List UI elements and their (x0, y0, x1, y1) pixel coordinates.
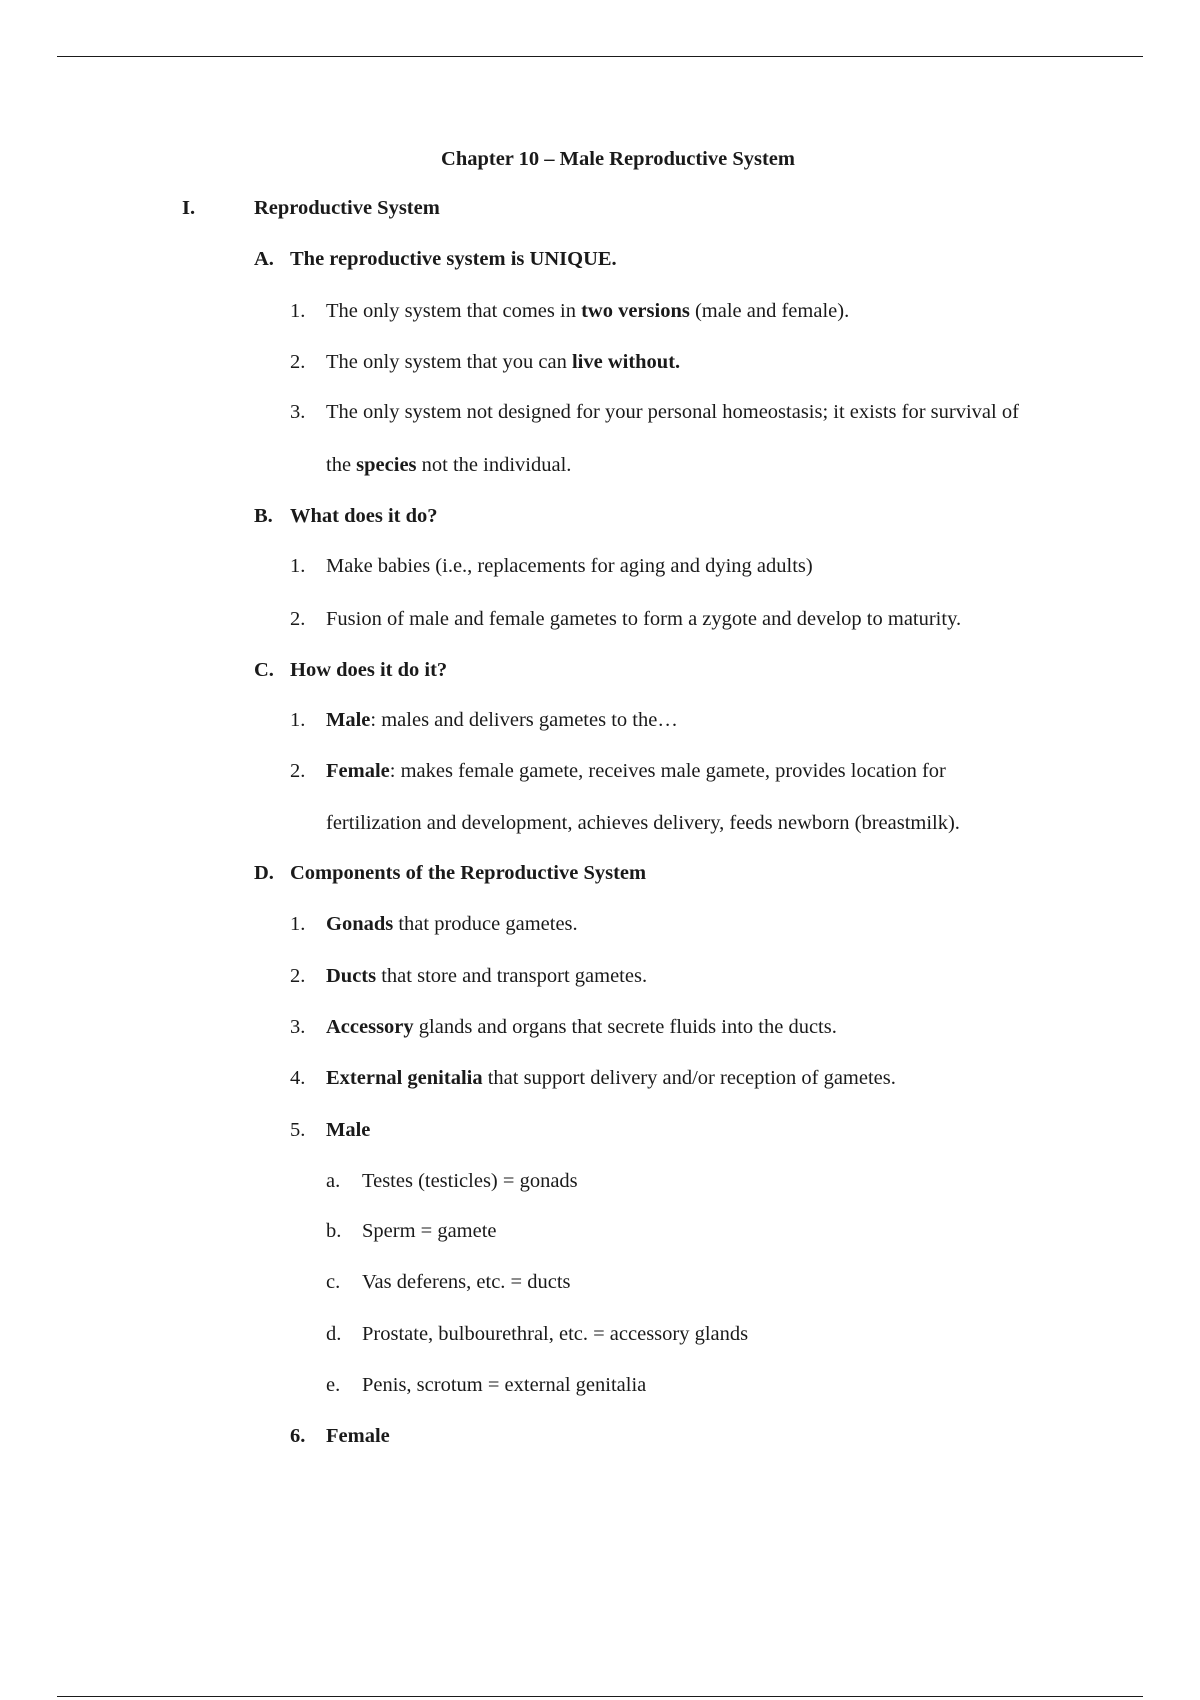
item-number: 6. (290, 1425, 306, 1447)
subsection-heading: The reproductive system is UNIQUE. (290, 248, 617, 270)
list-item-continuation: the species not the individual. (326, 454, 572, 476)
item-number: 2. (290, 608, 306, 630)
subsection-heading: How does it do it? (290, 659, 448, 681)
subsection-marker: B. (254, 505, 273, 527)
subsection-marker: D. (254, 862, 274, 884)
sub-item-letter: e. (326, 1374, 341, 1396)
top-rule (57, 56, 1143, 57)
list-item: Accessory glands and organs that secrete fluids into the ducts. (326, 1016, 837, 1038)
item-number: 4. (290, 1067, 306, 1089)
sub-item: Sperm = gamete (362, 1220, 497, 1242)
subsection-heading: Components of the Reproductive System (290, 862, 647, 884)
item-number: 3. (290, 1016, 306, 1038)
list-item: The only system that you can live without. (326, 351, 681, 373)
list-item: The only system that comes in two versions (male and female). (326, 300, 850, 322)
sub-item: Prostate, bulbourethral, etc. = accessory glands (362, 1323, 749, 1345)
list-item: Female: makes female gamete, receives male gamete, provides location for (326, 760, 946, 782)
list-item: Ducts that store and transport gametes. (326, 965, 648, 987)
subsection-heading: What does it do? (290, 505, 438, 527)
sub-item-letter: b. (326, 1220, 342, 1242)
sub-item-letter: a. (326, 1170, 341, 1192)
subsection-marker: C. (254, 659, 274, 681)
sub-item-letter: d. (326, 1323, 342, 1345)
subsection-marker: A. (254, 248, 274, 270)
list-item: Make babies (i.e., replacements for aging and dying adults) (326, 555, 813, 577)
item-number: 1. (290, 555, 306, 577)
sub-item: Testes (testicles) = gonads (362, 1170, 578, 1192)
section-marker: I. (182, 197, 196, 219)
sub-item: Vas deferens, etc. = ducts (362, 1271, 571, 1293)
list-item: The only system not designed for your personal homeostasis; it exists for survival of (326, 401, 1019, 423)
list-item: Gonads that produce gametes. (326, 913, 578, 935)
list-item: Male (326, 1119, 371, 1141)
list-item: External genitalia that support delivery and/or reception of gametes. (326, 1067, 896, 1089)
list-item: Male: males and delivers gametes to the… (326, 709, 678, 731)
bottom-rule (57, 1696, 1143, 1697)
item-number: 2. (290, 351, 306, 373)
sub-item: Penis, scrotum = external genitalia (362, 1374, 647, 1396)
item-number: 1. (290, 300, 306, 322)
page-title: Chapter 10 – Male Reproductive System (441, 148, 795, 170)
list-item-continuation: fertilization and development, achieves delivery, feeds newborn (breastmilk). (326, 812, 960, 834)
item-number: 1. (290, 709, 306, 731)
sub-item-letter: c. (326, 1271, 341, 1293)
list-item: Fusion of male and female gametes to form a zygote and develop to maturity. (326, 608, 962, 630)
list-item: Female (326, 1425, 390, 1447)
item-number: 1. (290, 913, 306, 935)
item-number: 3. (290, 401, 306, 423)
item-number: 2. (290, 760, 306, 782)
section-heading: Reproductive System (254, 197, 440, 219)
item-number: 2. (290, 965, 306, 987)
item-number: 5. (290, 1119, 306, 1141)
